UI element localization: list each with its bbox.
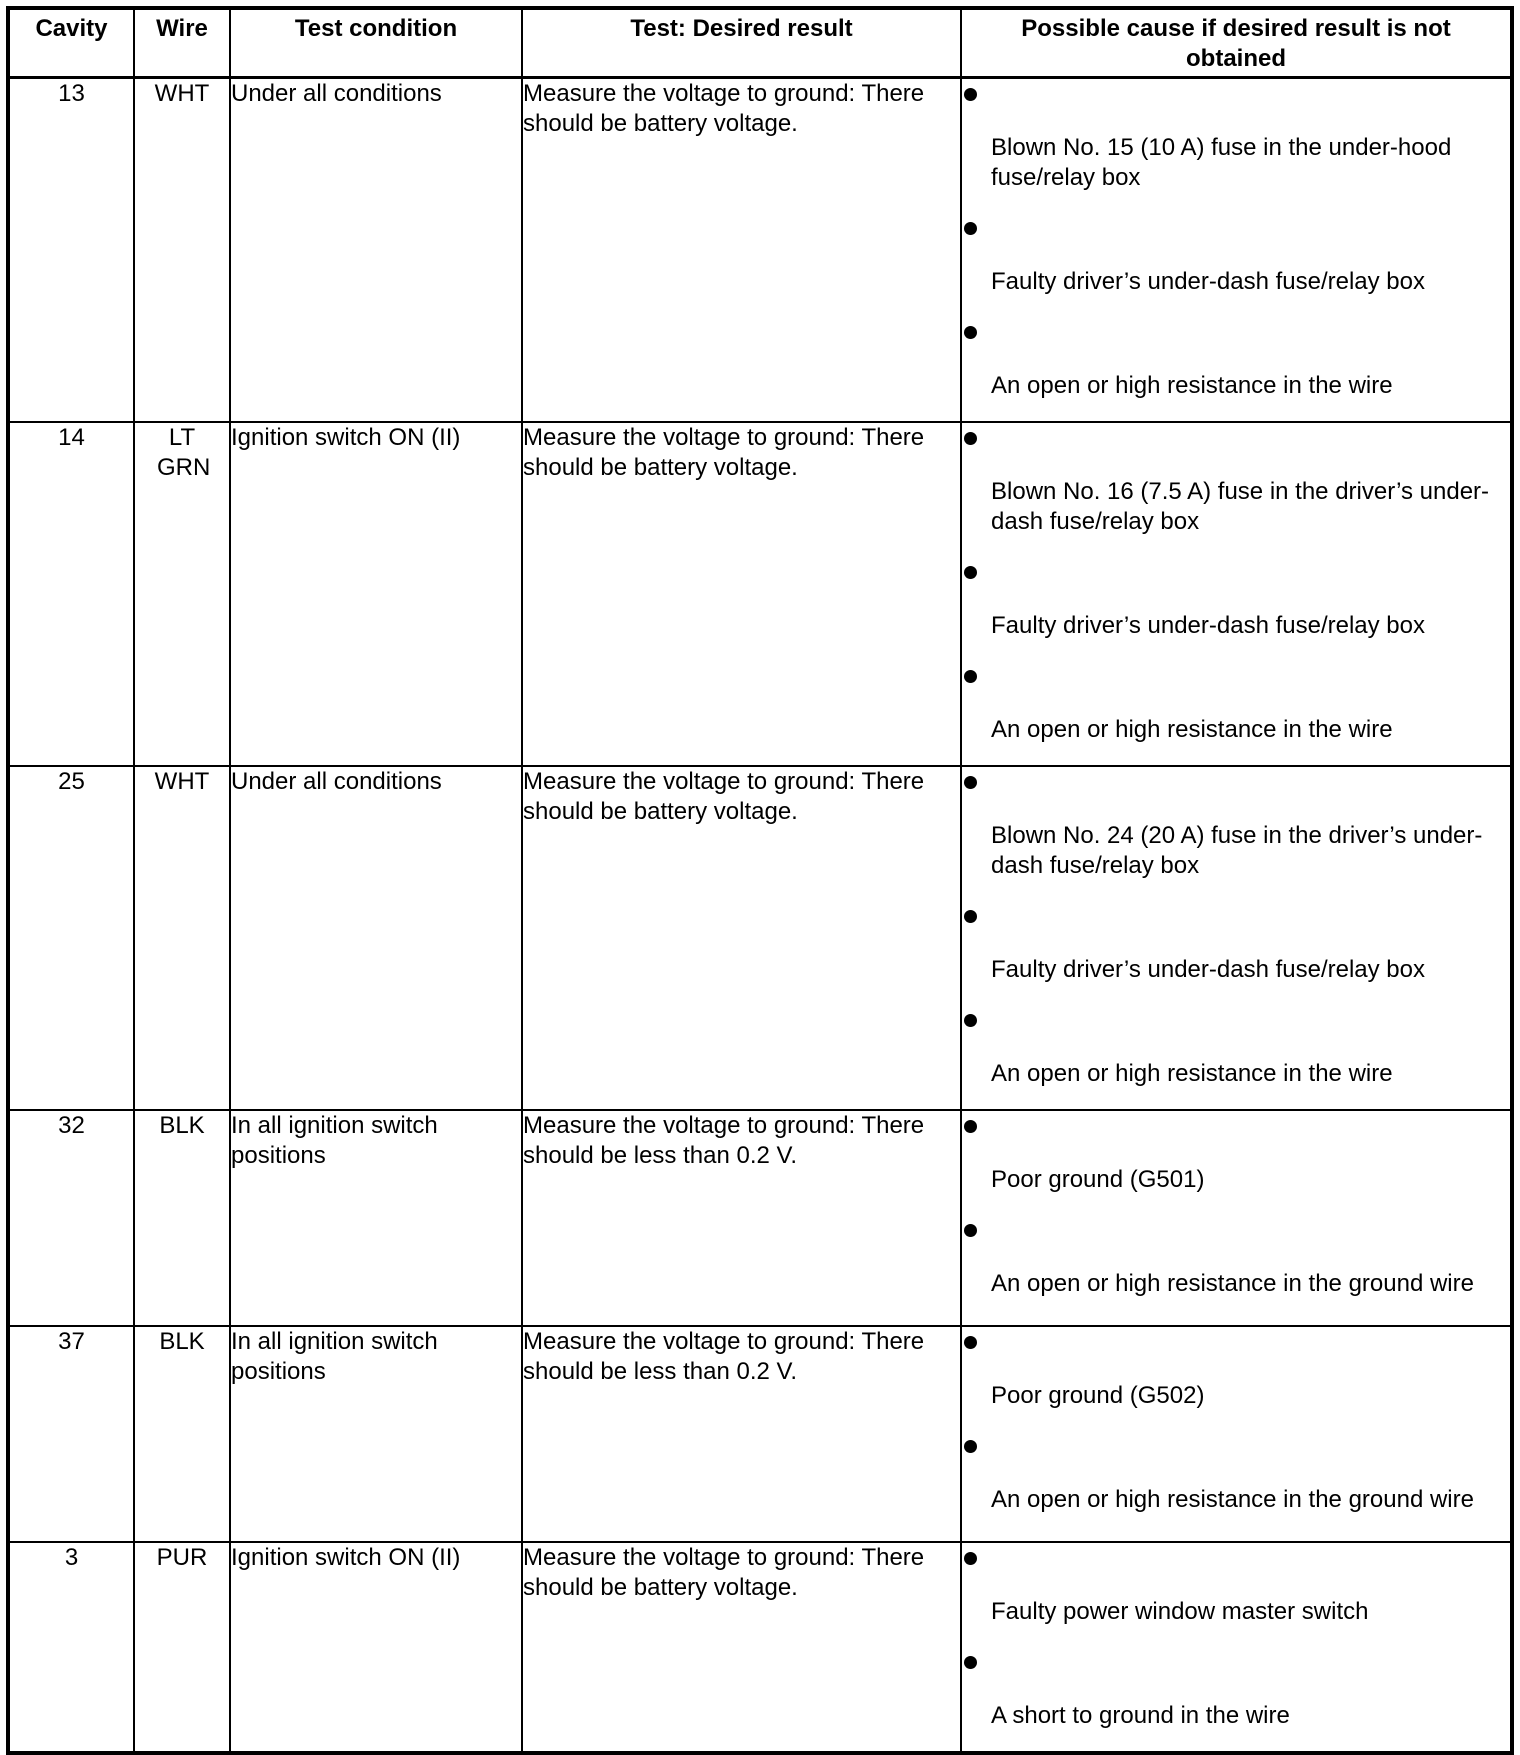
causes-cell: [961, 766, 1512, 1110]
cavity-cell: 3: [8, 1542, 134, 1753]
bullet-icon: [962, 1005, 1510, 1035]
wire-text: LT GRN: [157, 424, 211, 481]
bullet-icon: [962, 1215, 1510, 1245]
result-cell: Measure the voltage to ground: There should be battery voltage.: [522, 1542, 961, 1753]
bullet-icon: [962, 79, 1510, 109]
table-row: [8, 1326, 1512, 1542]
wire-cell: BLK: [134, 1326, 230, 1542]
condition-cell: In all ignition switch positions: [230, 1110, 522, 1326]
cause-text: Blown No. 16 (7.5 A) fuse in the driver’s under-dash fuse/relay box: [991, 478, 1490, 535]
cause-item: [962, 423, 1510, 537]
result-cell: Measure the voltage to ground: There should be battery voltage.: [522, 766, 961, 1110]
cause-text: Faulty driver’s under-dash fuse/relay box: [991, 268, 1425, 295]
causes-cell: [961, 422, 1512, 766]
cause-item: [962, 79, 1510, 193]
wire-cell: BLK: [134, 1110, 230, 1326]
cause-text: Faulty power window master switch: [991, 1598, 1369, 1625]
bullet-icon: [962, 557, 1510, 587]
cause-item: [962, 557, 1510, 641]
cavity-cell: 14: [8, 422, 134, 766]
table-row: [8, 1110, 1512, 1326]
table-row: [8, 1542, 1512, 1753]
bullet-icon: [962, 423, 1510, 453]
header-test-condition: Test condition: [230, 8, 522, 78]
cause-text: An open or high resistance in the wire: [991, 716, 1393, 743]
wire-cell: WHT: [134, 766, 230, 1110]
cause-item: [962, 213, 1510, 297]
cause-item: [962, 661, 1510, 745]
cause-text: An open or high resistance in the wire: [991, 372, 1393, 399]
result-cell: Measure the voltage to ground: There should be battery voltage.: [522, 422, 961, 766]
cavity-cell: 32: [8, 1110, 134, 1326]
condition-cell: Ignition switch ON (II): [230, 422, 522, 766]
causes-cell: [961, 1110, 1512, 1326]
cause-item: [962, 1215, 1510, 1299]
bullet-icon: [962, 1327, 1510, 1357]
table-row: [8, 78, 1512, 423]
cause-text: A short to ground in the wire: [991, 1702, 1290, 1729]
bullet-icon: [962, 1431, 1510, 1461]
bullet-icon: [962, 661, 1510, 691]
wire-cell: WHT: [134, 78, 230, 423]
cause-text: Blown No. 15 (10 A) fuse in the under-hood fuse/relay box: [991, 134, 1452, 191]
condition-cell: In all ignition switch positions: [230, 1326, 522, 1542]
causes-cell: [961, 1326, 1512, 1542]
bullet-icon: [962, 213, 1510, 243]
cause-item: [962, 1431, 1510, 1515]
bullet-icon: [962, 1111, 1510, 1141]
cause-text: Faulty driver’s under-dash fuse/relay box: [991, 612, 1425, 639]
cavity-cell: 37: [8, 1326, 134, 1542]
result-cell: Measure the voltage to ground: There should be battery voltage.: [522, 78, 961, 423]
cause-item: [962, 1005, 1510, 1089]
bullet-icon: [962, 1647, 1510, 1677]
header-cavity: Cavity: [8, 8, 134, 78]
cause-item: [962, 1111, 1510, 1195]
cause-text: Poor ground (G502): [991, 1382, 1205, 1409]
header-desired-result: Test: Desired result: [522, 8, 961, 78]
bullet-icon: [962, 1543, 1510, 1573]
causes-cell: [961, 78, 1512, 423]
bullet-icon: [962, 317, 1510, 347]
cause-text: An open or high resistance in the ground wire: [991, 1486, 1474, 1513]
bullet-icon: [962, 767, 1510, 797]
header-wire: Wire: [134, 8, 230, 78]
header-possible-cause: Possible cause if desired result is not obtained: [961, 8, 1512, 78]
cause-item: [962, 1543, 1510, 1627]
cause-text: An open or high resistance in the ground wire: [991, 1270, 1474, 1297]
condition-cell: Ignition switch ON (II): [230, 1542, 522, 1753]
cause-text: Faulty driver’s under-dash fuse/relay box: [991, 956, 1425, 983]
causes-cell: [961, 1542, 1512, 1753]
cause-text: An open or high resistance in the wire: [991, 1060, 1393, 1087]
cause-item: [962, 767, 1510, 881]
bullet-icon: [962, 901, 1510, 931]
cavity-cell: 13: [8, 78, 134, 423]
cause-item: [962, 317, 1510, 401]
cause-text: Poor ground (G501): [991, 1166, 1205, 1193]
wire-cell: PUR: [134, 1542, 230, 1753]
cause-item: [962, 901, 1510, 985]
table-row: [8, 766, 1512, 1110]
condition-cell: Under all conditions: [230, 766, 522, 1110]
condition-cell: Under all conditions: [230, 78, 522, 423]
cause-item: [962, 1647, 1510, 1731]
wire-cell: [134, 422, 230, 766]
header-row: [8, 8, 1512, 78]
diagnostic-table: [6, 6, 1514, 1755]
result-cell: Measure the voltage to ground: There should be less than 0.2 V.: [522, 1326, 961, 1542]
cause-text: Blown No. 24 (20 A) fuse in the driver’s under-dash fuse/relay box: [991, 822, 1483, 879]
result-cell: Measure the voltage to ground: There should be less than 0.2 V.: [522, 1110, 961, 1326]
cavity-cell: 25: [8, 766, 134, 1110]
cause-item: [962, 1327, 1510, 1411]
table-row: [8, 422, 1512, 766]
